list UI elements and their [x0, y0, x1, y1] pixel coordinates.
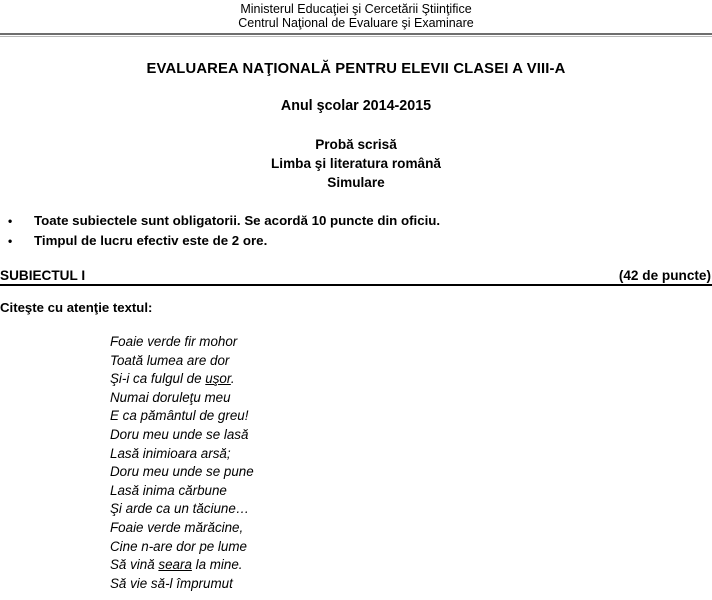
- poem-line: Lasă inimioara arsă;: [110, 445, 231, 461]
- exam-subject-label: Limba şi literatura română: [271, 156, 441, 171]
- poem-line: Toată lumea are dor: [110, 352, 230, 368]
- page-title: EVALUAREA NAŢIONALĂ PENTRU ELEVII CLASEI A VIII-A: [146, 61, 566, 77]
- poem-line: Să vie să-l împrumut: [110, 575, 233, 591]
- list-item: [0, 231, 712, 251]
- poem-line: Foaie verde fir mohor: [110, 334, 238, 349]
- subject-heading: [0, 268, 712, 286]
- subject-points-badge: (42 de puncte): [618, 268, 711, 283]
- poem-line: Foaie verde mărăcine,: [110, 519, 244, 535]
- bullet-icon: •: [8, 214, 13, 228]
- instruction-text: Timpul de lucru efectiv este de 2 ore.: [34, 233, 268, 248]
- header-divider: [0, 33, 712, 37]
- poem-line: Lasă inima cărbune: [110, 482, 227, 498]
- poem-line: Şi-i ca fulgul de uşor.: [110, 371, 235, 387]
- ministry-name-line-1: Ministerul Educaţiei şi Cercetării Ştiinţifice: [240, 2, 472, 16]
- document-running-head: [0, 0, 712, 30]
- read-text-instruction: Citeşte cu atenţie textul:: [0, 300, 153, 315]
- instruction-text: Toate subiectele sunt obligatorii. Se acordă 10 puncte din oficiu.: [34, 213, 441, 228]
- poem-line: Doru meu unde se lasă: [110, 426, 249, 442]
- list-item: [0, 211, 712, 231]
- school-year-subtitle: Anul şcolar 2014-2015: [280, 98, 432, 114]
- poem-line: Cine n-are dor pe lume: [110, 538, 247, 554]
- exam-subtitle-block: [0, 135, 712, 192]
- exam-session-label: Simulare: [327, 175, 385, 190]
- poem-line: Doru meu unde se pune: [110, 464, 254, 480]
- ministry-name-line-2: Centrul Naţional de Evaluare şi Examinare: [238, 16, 474, 30]
- exam-type-label: Probă scrisă: [315, 137, 397, 152]
- poem-line: Să vină seara la mine.: [110, 557, 243, 573]
- poem-underlined-word: seara: [158, 557, 192, 573]
- poem-line: Şi arde ca un tăciune…: [110, 501, 250, 517]
- header-divider-dark-line: [0, 33, 712, 35]
- poem-underlined-word: uşor: [205, 371, 231, 387]
- poem-text-block: [0, 333, 712, 593]
- exam-instructions-list: [0, 211, 712, 251]
- poem-line: E ca pământul de greu!: [110, 408, 249, 424]
- header-divider-light-line: [0, 36, 712, 37]
- bullet-icon: •: [8, 234, 13, 248]
- poem-line: Numai doruleţu meu: [110, 389, 231, 405]
- subject-heading-label: SUBIECTUL I: [0, 268, 86, 283]
